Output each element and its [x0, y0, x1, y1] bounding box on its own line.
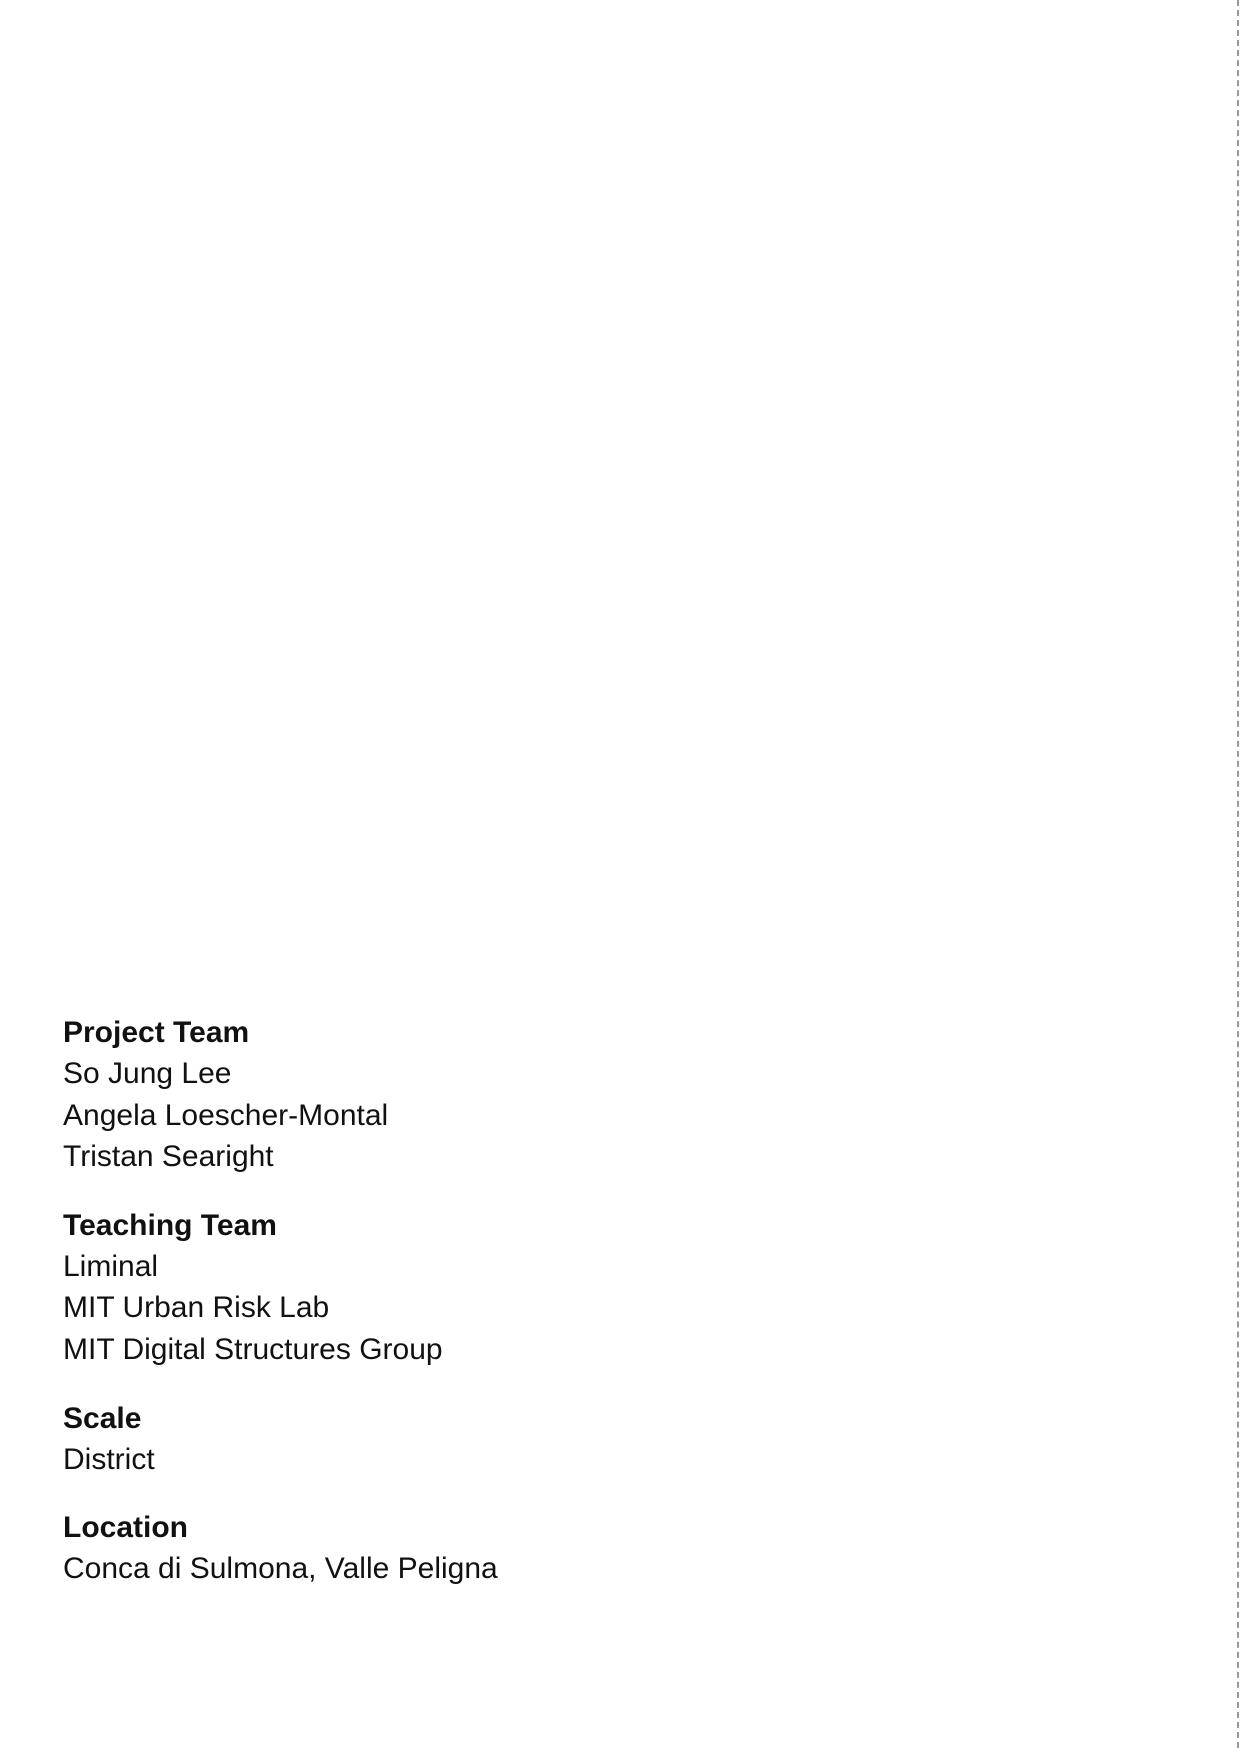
project-team-section — [63, 1012, 763, 1178]
section-line: Angela Loescher-Montal — [63, 1098, 389, 1132]
credits-block — [63, 1012, 763, 1617]
section-line: So Jung Lee — [63, 1057, 232, 1090]
section-line: MIT Urban Risk Lab — [63, 1291, 330, 1325]
section-line: MIT Digital Structures Group — [63, 1332, 443, 1366]
section-line: District — [63, 1442, 155, 1476]
scale-section — [63, 1398, 763, 1481]
section-heading: Project Team — [63, 1016, 250, 1049]
location-section — [63, 1507, 763, 1590]
page-edge-dashed-line — [1237, 0, 1239, 1748]
teaching-team-section — [63, 1205, 763, 1371]
section-heading: Location — [63, 1511, 188, 1545]
section-line: Conca di Sulmona, Valle Peligna — [63, 1552, 498, 1586]
section-heading: Scale — [63, 1401, 142, 1435]
section-heading: Teaching Team — [63, 1208, 277, 1242]
section-line: Tristan Searight — [63, 1140, 274, 1174]
section-line: Liminal — [63, 1249, 159, 1283]
